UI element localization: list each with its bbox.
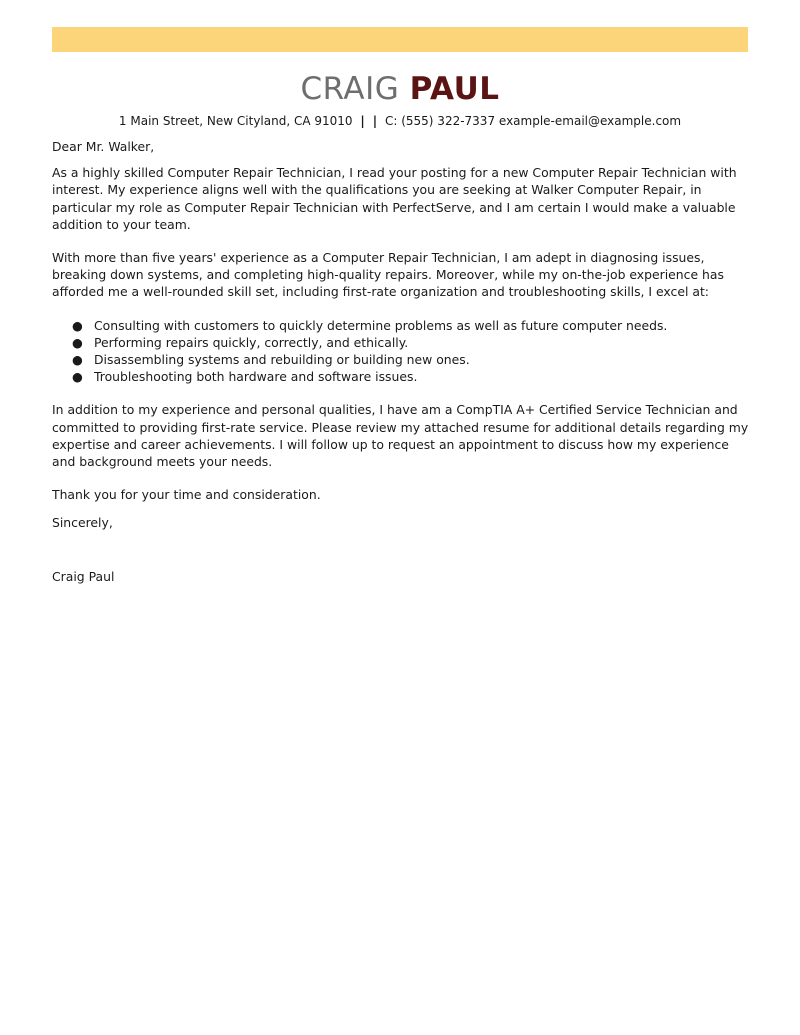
bullet-icon: ● (72, 317, 83, 333)
paragraph-qualifications: In addition to my experience and personal qualities, I have am a CompTIA A+ Certified Service Technician and committed to providing first-rate service. Please review my attached resume for additional details regarding my expertise and career achievements. I will follow up to request an appointment to discuss how my experience and background meets your needs. (52, 402, 749, 470)
skills-list (52, 317, 752, 386)
letter-body (52, 138, 752, 585)
applicant-last-name: PAUL (409, 71, 500, 107)
list-item-text: Consulting with customers to quickly determine problems as well as future computer needs. (94, 317, 668, 333)
closing: Sincerely, (52, 515, 113, 531)
paragraph-experience: With more than five years' experience as a Computer Repair Technician, I am adept in diagnosing issues, breaking down systems, and completing high-quality repairs. Moreover, while my on-the-job experience has afforded me a well-rounded skill set, including first-rate organization and troubleshooting skills, I excel at: (52, 250, 724, 300)
list-item (52, 351, 752, 368)
list-item-text: Disassembling systems and rebuilding or building new ones. (94, 352, 470, 368)
salutation: Dear Mr. Walker, (52, 139, 155, 154)
contact-address: 1 Main Street, New Cityland, CA 91010 (118, 114, 353, 128)
paragraph-intro: As a highly skilled Computer Repair Technician, I read your posting for a new Computer Repair Technician with interest. My experience aligns well with the qualifications you are seeking at Walker Computer Repair, in particular my role as Computer Repair Technician with PerfectServe, and I am certain I would make a valuable addition to your team. (52, 165, 737, 232)
contact-separator-1: | (360, 114, 365, 128)
list-item (52, 317, 752, 334)
list-item (52, 368, 752, 385)
applicant-first-name: CRAIG (300, 71, 400, 107)
list-item-text: Performing repairs quickly, correctly, and ethically. (94, 334, 409, 350)
contact-line (0, 114, 800, 129)
applicant-name (0, 70, 800, 108)
list-item-text: Troubleshooting both hardware and software issues. (94, 369, 418, 385)
list-item (52, 334, 752, 351)
bullet-icon: ● (72, 352, 83, 368)
contact-separator-2: | (372, 114, 378, 128)
signature-name: Craig Paul (52, 568, 115, 584)
contact-phone: C: (555) 322-7337 (384, 114, 496, 128)
thanks-line: Thank you for your time and consideration. (52, 487, 321, 503)
contact-email: example-email@example.com (498, 114, 682, 128)
header-accent-bar (52, 27, 748, 52)
bullet-icon: ● (72, 334, 83, 350)
bullet-icon: ● (72, 369, 83, 385)
